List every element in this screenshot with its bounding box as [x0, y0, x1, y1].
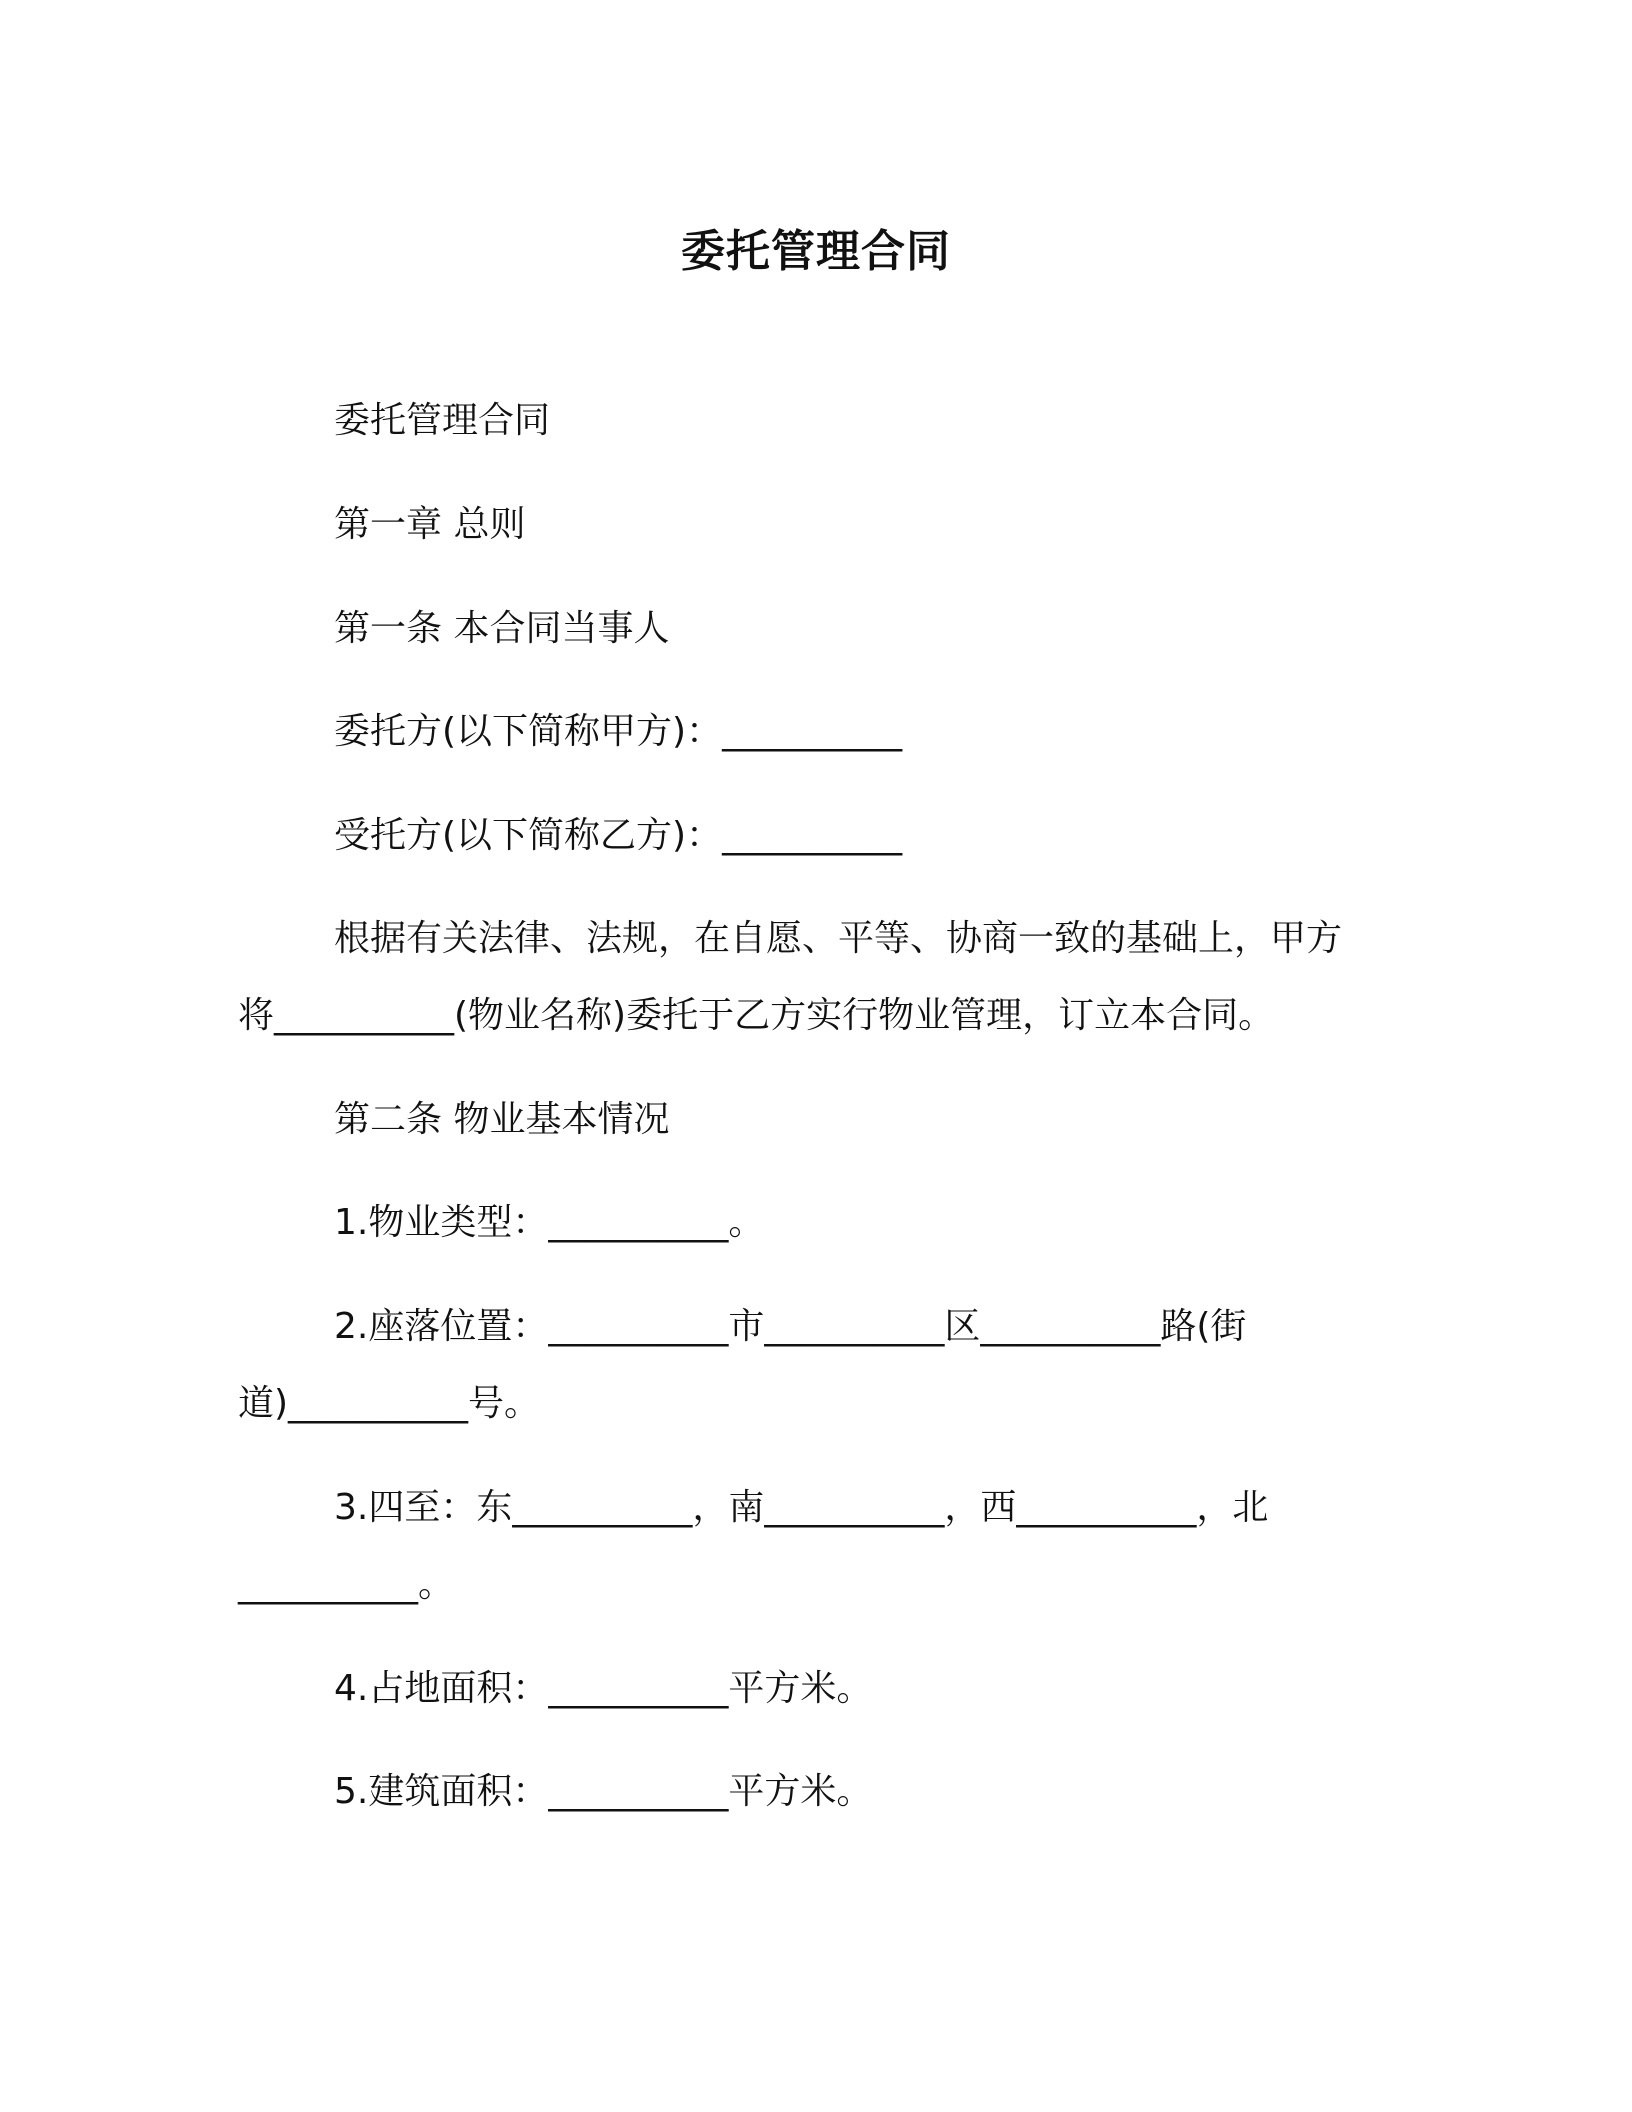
- document-title: 委托管理合同: [681, 226, 951, 277]
- party-b-field: 受托方(以下简称乙方)：__________: [334, 815, 903, 856]
- property-type-field: 1.物业类型：__________。: [334, 1202, 765, 1243]
- article-1-heading: 第一条 本合同当事人: [334, 608, 670, 649]
- land-area-field: 4.占地面积：__________平方米。: [334, 1668, 873, 1709]
- building-area-field: 5.建筑面积：__________平方米。: [334, 1771, 873, 1812]
- boundaries-line-2: __________。: [238, 1564, 455, 1605]
- contract-heading: 委托管理合同: [334, 400, 551, 441]
- article-2-heading: 第二条 物业基本情况: [334, 1099, 670, 1140]
- preamble-line-1: 根据有关法律、法规，在自愿、平等、协商一致的基础上，甲方: [334, 918, 1343, 959]
- party-a-field: 委托方(以下简称甲方)：__________: [334, 711, 903, 752]
- location-line-2: 道)__________号。: [238, 1383, 541, 1424]
- boundaries-line-1: 3.四至：东__________，南__________，西__________，北: [334, 1487, 1269, 1528]
- chapter-heading: 第一章 总则: [334, 504, 526, 545]
- preamble-line-2: 将__________(物业名称)委托于乙方实行物业管理，订立本合同。: [238, 995, 1275, 1036]
- location-line-1: 2.座落位置：__________市__________区__________路(街: [334, 1306, 1247, 1347]
